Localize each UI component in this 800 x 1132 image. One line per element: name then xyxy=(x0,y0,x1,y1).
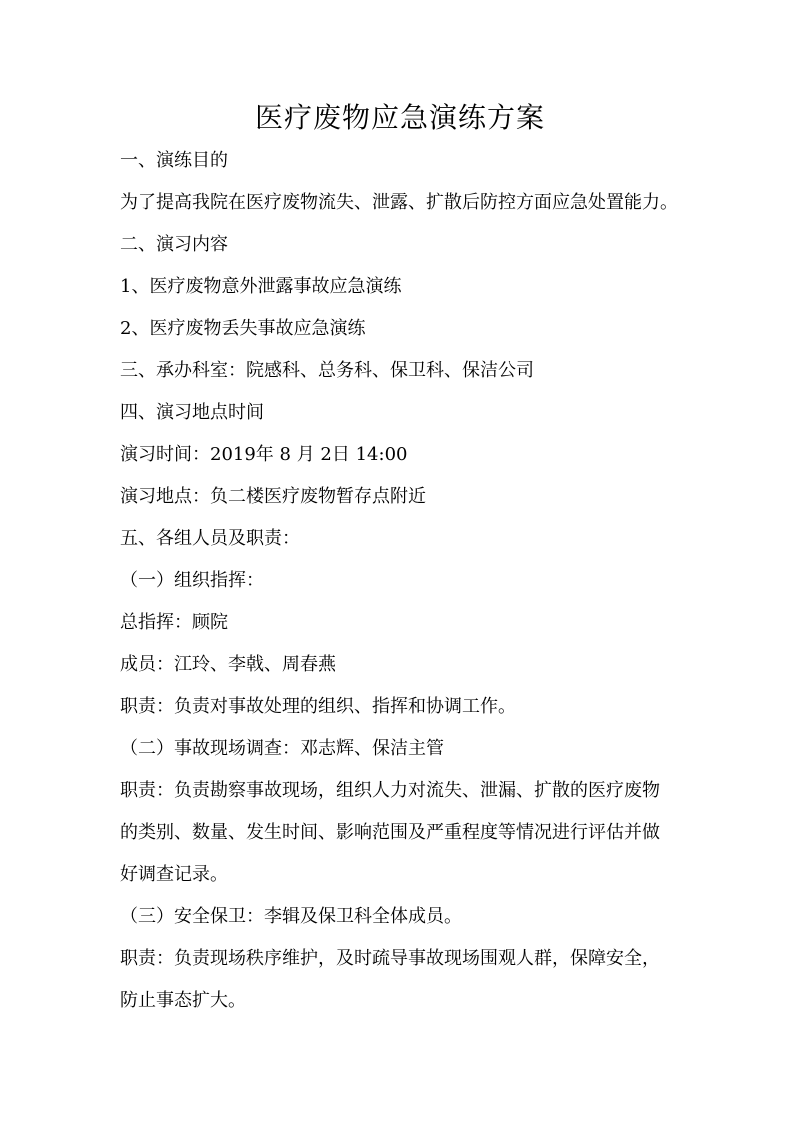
paragraph-purpose: 为了提高我院在医疗废物流失、泄露、扩散后防控方面应急处置能力。 xyxy=(120,192,678,213)
subsection-security: （三）安全保卫：李辑及保卫科全体成员。 xyxy=(120,906,462,927)
drill-location: 演习地点：负二楼医疗废物暂存点附近 xyxy=(120,486,426,507)
command-members: 成员：江玲、李戟、周春燕 xyxy=(120,654,336,675)
investigation-duties-line-1: 职责：负责勘察事故现场，组织人力对流失、泄漏、扩散的医疗废物 xyxy=(120,780,660,801)
section-heading-content: 二、演习内容 xyxy=(120,234,228,255)
document-title: 医疗废物应急演练方案 xyxy=(254,101,545,134)
command-duties: 职责：负责对事故处理的组织、指挥和协调工作。 xyxy=(120,696,516,717)
security-duties-line-1: 职责：负责现场秩序维护，及时疏导事故现场围观人群，保障安全， xyxy=(120,948,660,969)
section-heading-purpose: 一、演练目的 xyxy=(120,150,228,171)
section-heading-personnel: 五、各组人员及职责： xyxy=(120,528,300,549)
drill-time: 演习时间：2019年 8 月 2日 14:00 xyxy=(120,444,408,465)
content-item-1: 1、医疗废物意外泄露事故应急演练 xyxy=(120,276,402,297)
security-duties-line-2: 防止事态扩大。 xyxy=(120,990,246,1011)
subsection-investigation: （二）事故现场调查：邓志辉、保洁主管 xyxy=(120,738,444,759)
subsection-command: （一）组织指挥： xyxy=(120,570,264,591)
section-heading-departments: 三、承办科室：院感科、总务科、保卫科、保洁公司 xyxy=(120,360,534,381)
investigation-duties-line-2: 的类别、数量、发生时间、影响范围及严重程度等情况进行评估并做 xyxy=(120,822,660,843)
content-item-2: 2、医疗废物丢失事故应急演练 xyxy=(120,318,366,339)
chief-commander: 总指挥：顾院 xyxy=(120,612,228,633)
investigation-duties-line-3: 好调查记录。 xyxy=(120,864,228,885)
section-heading-location-time: 四、演习地点时间 xyxy=(120,402,264,423)
